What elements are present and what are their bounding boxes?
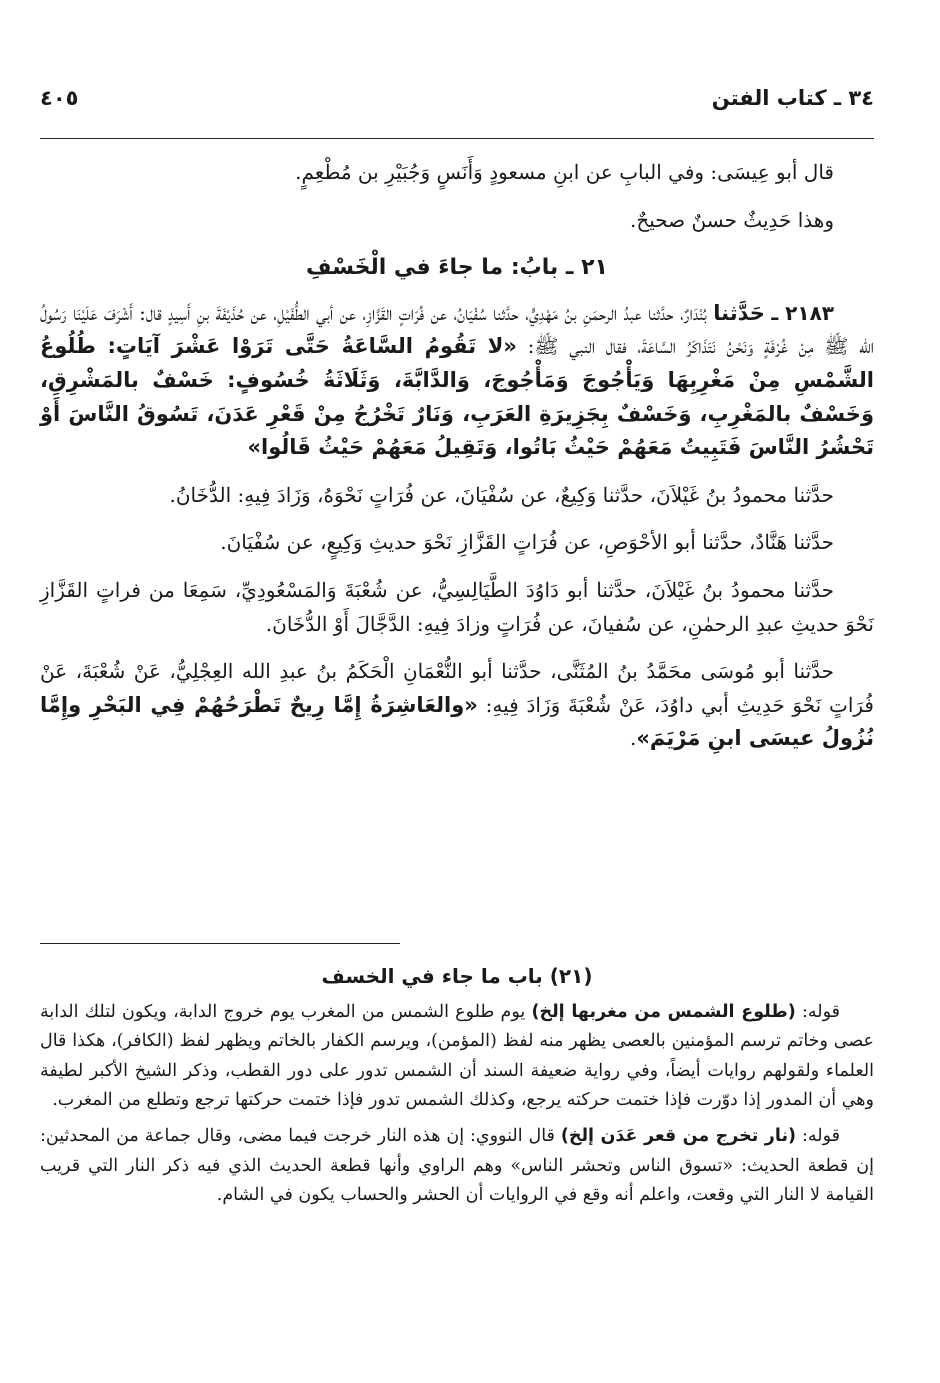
- paragraph-mahmud-waki: حدَّثنا محمودُ بنُ غَيْلاَنَ، حدَّثنا وَكِيعٌ، عن سُفْيَانَ، عن فُرَاتٍ نَحْوَهُ، وَزَادَ فِيهِ: الدُّخَانُ.: [169, 482, 834, 507]
- hadith-number: ٢١٨٣ ـ: [771, 300, 834, 325]
- note-fire-keyword: (نار تخرج من قعر عَدَن إلخ): [560, 1125, 797, 1146]
- footnote-divider: [40, 943, 400, 944]
- note-fire: [40, 1122, 874, 1211]
- hadith-lead: حَدَّثنا: [713, 300, 765, 325]
- header-divider: [40, 138, 874, 139]
- main-text: [40, 156, 874, 770]
- abu-musa-chain: حدَّثنا أبو مُوسَى محَمَّدُ بنُ المُثَنَّى، حدَّثنا أبو النُّعْمَانِ الْحَكَمُ بنُ عبدِ الله العِجْلِيُّ، عَنْ شُعْبَةَ، عَنْ فُرَاتٍ نَحْوَ حَدِيثِ أبي داوُدَ، عَنْ شُعْبَةَ وَزَادَ فِيهِ:: [40, 659, 874, 717]
- abu-musa-end: .: [629, 726, 637, 751]
- chapter-title: ٣٤ ـ كتاب الفتن: [711, 86, 874, 110]
- page-header: [40, 86, 874, 118]
- hadith-quote: «لا تَقُومُ السَّاعَةُ حَتَّى تَرَوْا عَشْرَ آيَاتٍ: طُلُوعُ الشَّمْسِ مِنْ مَغْرِبِهَا وَيَأْجُوجَ وَمَأْجُوجَ، وَالدَّابَّةَ، وَثَلَاثَةُ خُسُوفٍ: خَسْفٌ بالمَشْرِقِ، وَخَسْفٌ بالمَغْرِبِ، وَخَسْفٌ بِجَزِيرَةِ العَرَبِ، وَنَارٌ تَخْرُجُ مِنْ قَعْرِ عَدَنَ، تَسُوقُ النَّاسَ أَوْ تَحْشُرُ النَّاسَ فَتَبِيتُ مَعَهُمْ حَيْثُ بَاتُوا، وَتَقِيلُ مَعَهُمْ حَيْثُ قَالُوا»: [40, 334, 874, 460]
- note-sunrise-keyword: (طلوع الشمس من مغربها إلخ): [531, 1001, 796, 1022]
- note-sunrise-text: يوم طلوع الشمس من المغرب يوم خروج الدابة، ويكون لتلك الدابة عصى وخاتم ترسم المؤمنين بالعصى يظهر منه لفظ (المؤمن)، ويرسم الكفار بالخاتم ويظهر لفظ (الكافر)، هكذا قال العلماء ولقولهم روايات أيضاً، وفي رواية ضعيفة السند أن الشمس تدور على دور القطب، وذكر الشيخ الأكبر لطيفة وهي أن المدور إذا دوّرت فإذا ختمت حركته يرجع، وكذلك الشمس تدور فإذا ختمت حركتها ترجع وتطلع من المغرب.: [40, 1001, 874, 1111]
- note-sunrise: [40, 998, 874, 1116]
- hadith-paragraph: [40, 297, 874, 465]
- page-number: ٤٠٥: [40, 86, 79, 110]
- note-fire-lead: قوله:: [796, 1125, 840, 1146]
- note-sunrise-lead: قوله:: [795, 1001, 840, 1022]
- commentary-notes: [40, 962, 874, 1217]
- notes-heading: (٢١) باب ما جاء في الخسف: [321, 964, 593, 988]
- chapter-heading: ٢١ ـ بابُ: ما جاءَ في الْخَسْفِ: [306, 255, 608, 281]
- paragraph-hannad: حدَّثنا هَنَّادٌ، حدَّثنا أبو الأحْوَصِ، عن فُرَاتٍ القَزَّازِ نَحْوَ حديثِ وَكِيعٍ، عن سُفْيَانَ.: [220, 530, 834, 555]
- abu-musa-quote: «والعَاشِرَةُ إِمَّا رِيحٌ تَطْرَحُهُمْ فِي البَحْرِ وإِمَّا نُزُولُ عيسَى ابنِ مَرْيَمَ»: [40, 692, 874, 751]
- note-fire-text: قال النووي: إن هذه النار خرجت فيما مضى، وقال جماعة من المحدثين: إن قطعة الحديث: «تسوق الناس وتحشر الناس» وهم الراوي وأنها قطعة الحديث الذي فيه ذكر النار التي قريب القيامة لا النار التي وقعت، واعلم أنه وقع في الروايات أن الحشر والحساب يكون في الشام.: [40, 1125, 874, 1206]
- paragraph-abu-isa: قال أبو عِيسَى: وفي البابِ عن ابنِ مسعودٍ وَأَنَسٍ وَجُبَيْرِ بن مُطْعِمٍ.: [295, 160, 834, 184]
- hadith-chain: بُنْدَارٌ، حدَّثنا عبدُ الرحمَنِ بنُ مَهْدِيٍّ، حدَّثنا سُفْيَانُ، عن فُرَاتٍ القَزَّازِ، عن أبي الطُّفَيْلِ، عن حُذَيْفَةَ بنِ أَسِيدٍ قال: أَشْرَفَ عَلَيْنَا رَسُولُ الله ﷺ مِنْ غُرْفَةٍ وَنَحْنُ نَتَذَاكَرُ السَّاعَةَ، فقال النبي ﷺ:: [40, 300, 874, 359]
- paragraph-tayalisi: حدَّثنا محمودُ بنُ غَيْلاَنَ، حدَّثنا أبو دَاوُدَ الطَّيَالِسِيُّ، عن شُعْبَةَ وَالمَسْعُودِيِّ، سَمِعَا من فراتٍ القَزَّازِ نَحْوَ حديثِ عبدِ الرحمٰنِ، عن سُفيانَ، عن فُرَاتٍ وزادَ فِيهِ: الدَّجَّالَ أَوْ الدُّخَانَ.: [40, 577, 874, 636]
- paragraph-hasan-sahih: وهذا حَدِيثٌ حسنٌ صحيحٌ.: [629, 207, 834, 232]
- paragraph-abu-musa: [40, 655, 874, 756]
